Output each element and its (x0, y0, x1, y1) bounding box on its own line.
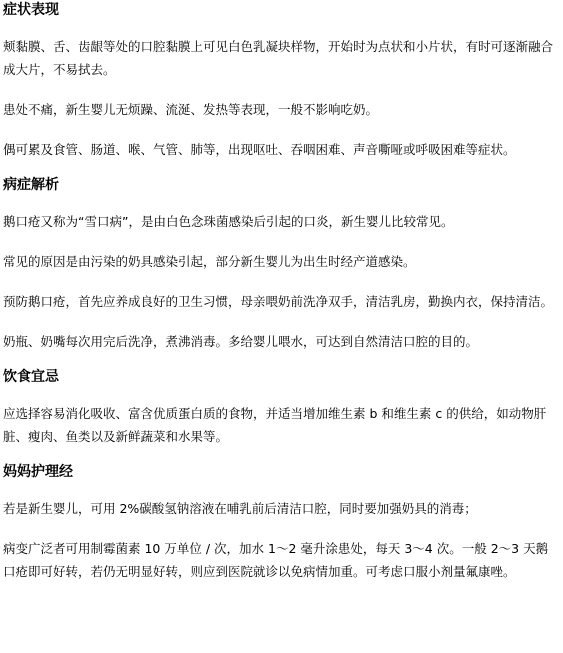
paragraph: 鹅口疮又称为“雪口病”，是由白色念珠菌感染后引起的口炎，新生婴儿比较常见。 (3, 214, 454, 229)
paragraph: 预防鹅口疮，首先应养成良好的卫生习惯，母亲喂奶前洗净双手，清洁乳房，勤换内衣，保持清洁。 (3, 294, 554, 309)
section-title: 病症解析 (3, 177, 59, 193)
paragraph: 奶瓶、奶嘴每次用完后洗净，煮沸消毒。多给婴儿喂水，可达到自然清洁口腔的目的。 (3, 334, 479, 349)
section-title: 妈妈护理经 (3, 464, 73, 480)
section-title: 症状表现 (3, 2, 59, 18)
section-analysis (3, 175, 559, 353)
paragraph: 患处不痛，新生婴儿无烦躁、流涎、发热等表现，一般不影响吃奶。 (3, 102, 379, 117)
article (3, 0, 559, 583)
section-care-tips (3, 462, 559, 583)
paragraph: 颊黏膜、舌、齿龈等处的口腔黏膜上可见白色乳凝块样物，开始时为点状和小片状，有时可逐渐融合成大片，不易拭去。 (3, 39, 554, 77)
section-symptoms (3, 0, 559, 161)
paragraph: 应选择容易消化吸收、富含优质蛋白质的食物，并适当增加维生素 b 和维生素 c 的供给，如动物肝脏、瘦肉、鱼类以及新鲜蔬菜和水果等。 (3, 406, 547, 444)
paragraph: 若是新生婴儿，可用 2%碳酸氢钠溶液在哺乳前后清洁口腔，同时要加强奶具的消毒； (3, 501, 477, 516)
section-title: 饮食宜忌 (3, 369, 59, 385)
paragraph: 常见的原因是由污染的奶具感染引起，部分新生婴儿为出生时经产道感染。 (3, 254, 416, 269)
paragraph: 偶可累及食管、肠道、喉、气管、肺等，出现呕吐、吞咽困难、声音嘶哑或呼吸困难等症状。 (3, 142, 516, 157)
section-diet (3, 367, 559, 448)
paragraph: 病变广泛者可用制霉菌素 10 万单位 / 次，加水 1～2 毫升涂患处，每天 3～4 次。一般 2～3 天鹅口疮即可好转，若仍无明显好转，则应到医院就诊以免病情加重。可考虑口服小剂量氟康唑。 (3, 541, 549, 579)
